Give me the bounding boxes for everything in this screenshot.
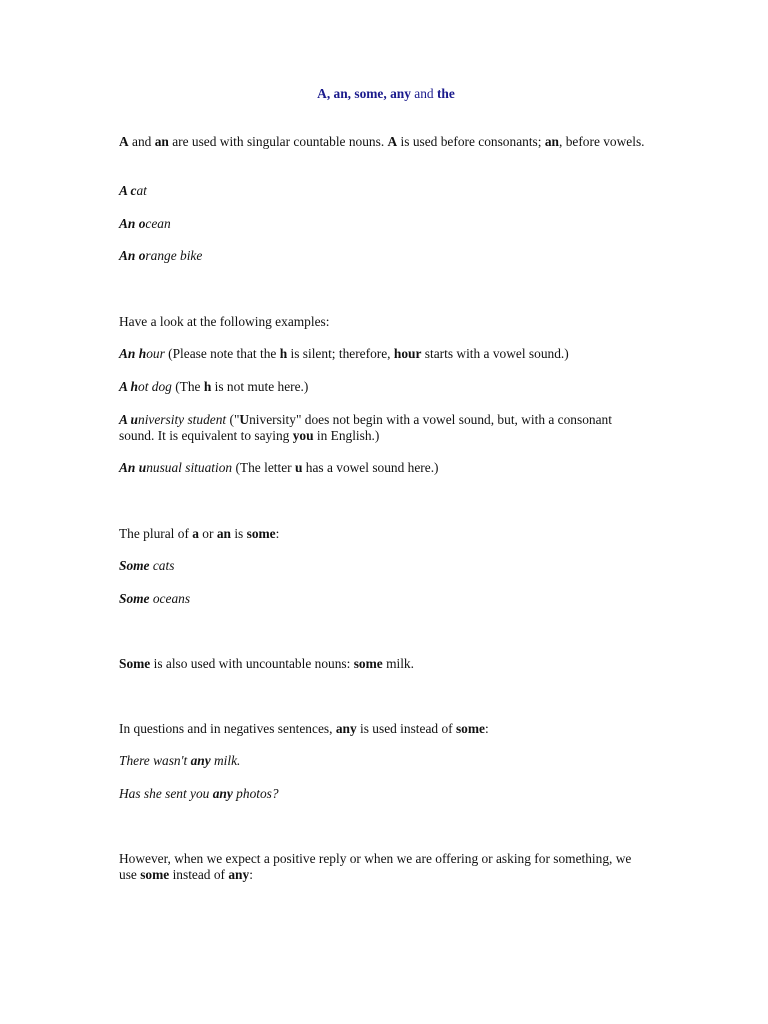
text-run: any: [212, 786, 233, 801]
text-run: at: [136, 183, 147, 198]
paragraph-questions-negatives: [119, 721, 649, 737]
text-run: hour: [393, 346, 422, 361]
text-run: cean: [145, 216, 171, 231]
text-run: However, when we expect a positive reply or when we are offering or asking for something, we use: [119, 851, 632, 882]
example-some-oceans: [119, 591, 649, 607]
text-run: (": [226, 412, 240, 427]
paragraph-plural: [119, 526, 649, 542]
text-run: h: [203, 379, 212, 394]
paragraph-a-an: [119, 134, 649, 150]
text-run: is not mute here.): [211, 379, 309, 394]
text-run: Some: [119, 591, 150, 606]
text-run: or: [198, 526, 217, 541]
text-run: u: [294, 460, 303, 475]
text-run: The plural of: [119, 526, 193, 541]
text-run: instead of: [169, 867, 229, 882]
text-run: is: [230, 526, 247, 541]
text-run: h: [279, 346, 288, 361]
text-run: (Please note that the: [164, 346, 280, 361]
text-run: milk.: [210, 753, 241, 768]
text-run: in English.): [313, 428, 380, 443]
text-run: There wasn't: [119, 753, 191, 768]
text-run: Has she sent you: [119, 786, 213, 801]
text-run: A c: [119, 183, 137, 198]
text-run: any: [228, 867, 250, 882]
text-run: is silent; therefore,: [287, 346, 394, 361]
example-an-unusual-situation: [119, 460, 649, 476]
paragraph-positive-reply: [119, 851, 649, 883]
text-run: A: [119, 134, 129, 149]
example-some-cats: [119, 558, 649, 574]
text-run: range bike: [145, 248, 203, 263]
text-run: An u: [119, 460, 147, 475]
page-title: [0, 86, 768, 102]
text-run: oceans: [149, 591, 191, 606]
paragraph-examples-intro: Have a look at the following examples:: [119, 314, 330, 329]
text-run: U: [239, 412, 250, 427]
text-run: Some: [119, 656, 151, 671]
example-a-cat: [119, 183, 649, 199]
text-run: (The letter: [232, 460, 295, 475]
text-run: An o: [119, 248, 146, 263]
text-run: some: [246, 526, 276, 541]
text-run: a: [192, 526, 199, 541]
example-there-wasnt-any-milk: [119, 753, 649, 769]
text-run: A u: [119, 412, 138, 427]
text-run: some: [140, 867, 170, 882]
text-run: (The: [171, 379, 204, 394]
example-has-she-sent-you-any-photos: [119, 786, 649, 802]
text-run: an: [216, 526, 231, 541]
text-run: you: [292, 428, 314, 443]
text-run: an: [154, 134, 169, 149]
text-run: starts with a vowel sound.): [421, 346, 569, 361]
example-an-hour: [119, 346, 649, 362]
text-run: , before vowels.: [559, 134, 645, 149]
text-run: :: [484, 721, 489, 736]
text-run: is also used with uncountable nouns:: [150, 656, 354, 671]
text-run: :: [249, 867, 253, 882]
text-run: photos?: [232, 786, 279, 801]
text-run: our: [146, 346, 165, 361]
example-an-orange-bike: [119, 248, 649, 264]
paragraph-uncountable: [119, 656, 649, 672]
example-a-hot-dog: [119, 379, 649, 395]
text-run: niversity" does not begin with a vowel sound, but, with a consonant sound. It is equivalent to saying: [119, 412, 612, 443]
example-an-ocean: [119, 216, 649, 232]
text-run: ot dog: [138, 379, 172, 394]
text-run: any: [335, 721, 357, 736]
text-run: is used before consonants;: [397, 134, 545, 149]
text-run: An o: [119, 216, 146, 231]
text-run: has a vowel sound here.): [302, 460, 439, 475]
title-part: A, an, some, any: [317, 86, 411, 101]
text-run: nusual situation: [146, 460, 233, 475]
text-run: niversity student: [138, 412, 227, 427]
text-run: In questions and in negatives sentences,: [119, 721, 336, 736]
text-run: milk.: [382, 656, 414, 671]
text-run: an: [544, 134, 559, 149]
text-run: is used instead of: [356, 721, 456, 736]
example-a-university-student: [119, 412, 649, 444]
text-run: A: [387, 134, 398, 149]
text-run: some: [455, 721, 485, 736]
text-run: and: [128, 134, 155, 149]
text-run: :: [275, 526, 280, 541]
text-run: any: [190, 753, 211, 768]
text-run: cats: [149, 558, 175, 573]
text-run: are used with singular countable nouns.: [168, 134, 388, 149]
text-run: A h: [119, 379, 138, 394]
text-run: An h: [119, 346, 147, 361]
text-run: Some: [119, 558, 150, 573]
text-run: some: [353, 656, 383, 671]
title-part: the: [436, 86, 455, 101]
title-part: and: [410, 86, 437, 101]
